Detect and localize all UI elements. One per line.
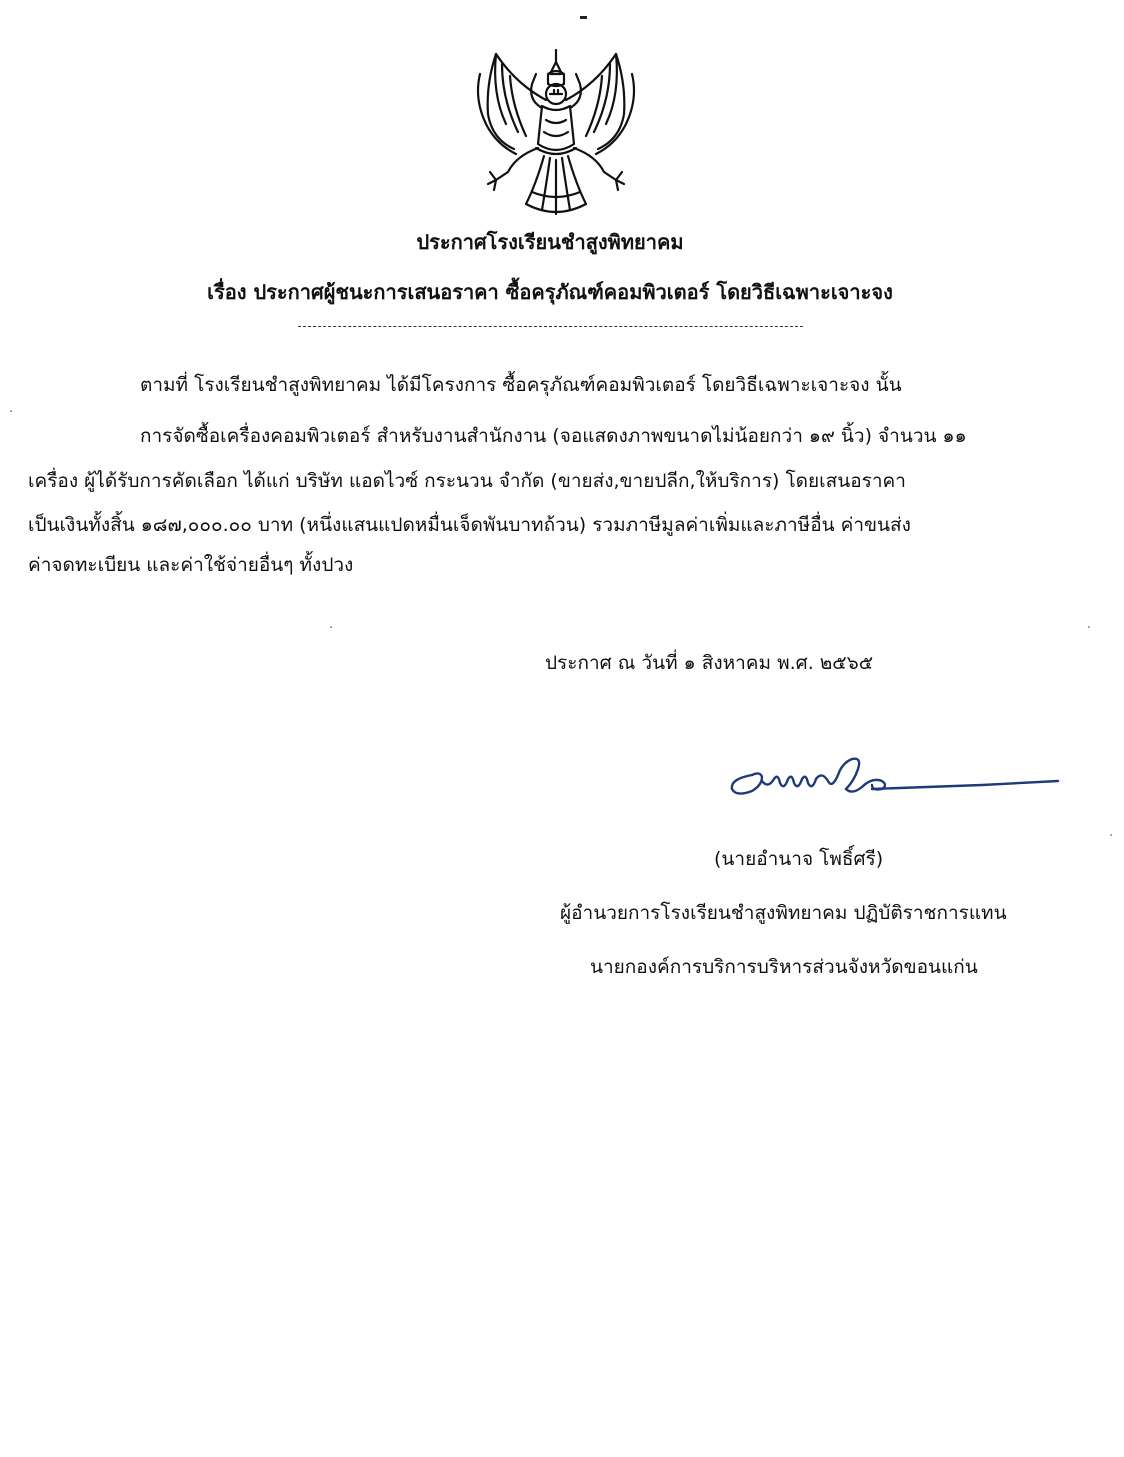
body-line: เป็นเงินทั้งสิ้น ๑๘๗,๐๐๐.๐๐ บาท (หนึ่งแสนแปดหมื่นเจ็ดพันบาทถ้วน) รวมภาษีมูลค่าเพิ่มและภาษีอื่น ค่าขนส่ง	[28, 514, 911, 536]
body-line: ตามที่ โรงเรียนชำสูงพิทยาคม ได้มีโครงการ ซื้อครุภัณฑ์คอมพิวเตอร์ โดยวิธีเฉพาะเจาะจง นั้น	[140, 374, 902, 396]
body-line: การจัดซื้อเครื่องคอมพิวเตอร์ สำหรับงานสำนักงาน (จอแสดงภาพขนาดไม่น้อยกว่า ๑๙ นิ้ว) จำนวน ๑๑	[140, 425, 967, 447]
scan-speck	[1110, 834, 1112, 836]
handwritten-signature	[722, 745, 1062, 815]
page-title: ประกาศโรงเรียนชำสูงพิทยาคม	[416, 230, 684, 254]
signatory-position-secondary: นายกองค์การบริการบริหารส่วนจังหวัดขอนแก่น	[590, 956, 978, 978]
body-line: ค่าจดทะเบียน และค่าใช้จ่ายอื่นๆ ทั้งปวง	[28, 554, 354, 576]
subject-line: เรื่อง ประกาศผู้ชนะการเสนอราคา ซื้อครุภัณฑ์คอมพิวเตอร์ โดยวิธีเฉพาะเจาะจง	[207, 280, 893, 304]
divider	[298, 326, 803, 327]
garuda-emblem-icon	[466, 44, 646, 219]
scan-speck	[1088, 626, 1090, 628]
scan-speck	[330, 626, 332, 628]
signatory-position: ผู้อำนวยการโรงเรียนชำสูงพิทยาคม ปฏิบัติราชการแทน	[560, 902, 1007, 924]
scan-speck	[10, 410, 12, 412]
body-line: เครื่อง ผู้ได้รับการคัดเลือก ได้แก่ บริษัท แอดไวซ์ กระนวน จำกัด (ขายส่ง,ขายปลีก,ให้บริการ) โดยเสนอราคา	[28, 470, 906, 492]
signatory-name: (นายอำนาจ โพธิ์ศรี)	[714, 848, 884, 870]
announcement-date: ประกาศ ณ วันที่ ๑ สิงหาคม พ.ศ. ๒๕๖๕	[545, 652, 874, 674]
stray-mark	[580, 16, 587, 19]
